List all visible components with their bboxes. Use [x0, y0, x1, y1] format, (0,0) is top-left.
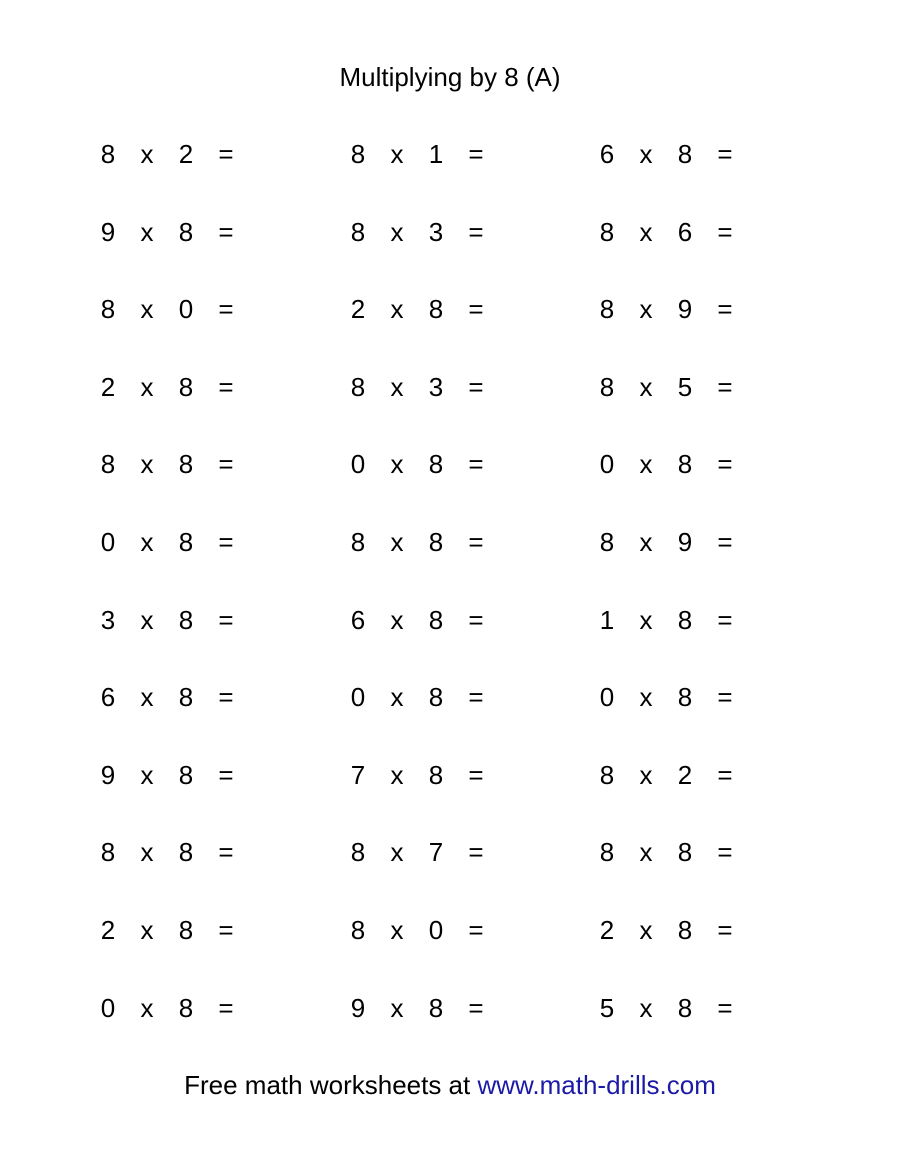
factor-left: 7	[350, 760, 366, 790]
problem-item	[343, 680, 493, 714]
factor-left: 8	[100, 139, 116, 169]
factor-left: 8	[599, 837, 615, 867]
factor-right: 8	[178, 837, 194, 867]
factor-right: 8	[428, 682, 444, 712]
factor-right: 8	[178, 915, 194, 945]
problem-item	[93, 835, 243, 869]
factor-right: 9	[677, 527, 693, 557]
multiply-sign: x	[390, 760, 404, 790]
problem-item	[93, 758, 243, 792]
equals-sign: =	[717, 605, 733, 635]
factor-left: 8	[100, 449, 116, 479]
factor-right: 8	[178, 217, 194, 247]
problem-item	[592, 137, 742, 171]
multiply-sign: x	[639, 217, 653, 247]
factor-left: 0	[100, 527, 116, 557]
factor-right: 8	[677, 837, 693, 867]
factor-right: 8	[677, 605, 693, 635]
multiply-sign: x	[140, 217, 154, 247]
equals-sign: =	[468, 217, 484, 247]
factor-right: 0	[178, 294, 194, 324]
multiply-sign: x	[140, 372, 154, 402]
factor-right: 8	[178, 449, 194, 479]
problem-item	[93, 603, 243, 637]
multiply-sign: x	[140, 993, 154, 1023]
equals-sign: =	[468, 605, 484, 635]
factor-right: 8	[178, 760, 194, 790]
problem-item	[93, 913, 243, 947]
factor-right: 8	[428, 527, 444, 557]
factor-left: 6	[350, 605, 366, 635]
factor-left: 2	[350, 294, 366, 324]
multiply-sign: x	[639, 139, 653, 169]
factor-right: 8	[178, 527, 194, 557]
factor-left: 8	[599, 217, 615, 247]
factor-right: 2	[677, 760, 693, 790]
factor-left: 0	[350, 449, 366, 479]
equals-sign: =	[218, 217, 234, 247]
factor-right: 8	[178, 605, 194, 635]
problem-item	[592, 835, 742, 869]
problem-item	[592, 758, 742, 792]
problem-item	[93, 215, 243, 249]
problem-item	[343, 447, 493, 481]
factor-left: 9	[100, 760, 116, 790]
factor-right: 0	[428, 915, 444, 945]
multiply-sign: x	[140, 682, 154, 712]
equals-sign: =	[218, 527, 234, 557]
equals-sign: =	[717, 372, 733, 402]
multiply-sign: x	[639, 527, 653, 557]
equals-sign: =	[218, 139, 234, 169]
factor-left: 5	[599, 993, 615, 1023]
factor-right: 8	[428, 760, 444, 790]
multiply-sign: x	[639, 915, 653, 945]
footer-text: Free math worksheets at	[184, 1070, 471, 1100]
factor-left: 9	[350, 993, 366, 1023]
multiply-sign: x	[140, 294, 154, 324]
multiply-sign: x	[390, 217, 404, 247]
multiply-sign: x	[390, 449, 404, 479]
factor-right: 8	[428, 993, 444, 1023]
problem-item	[592, 913, 742, 947]
factor-left: 8	[350, 139, 366, 169]
factor-right: 8	[428, 294, 444, 324]
factor-left: 9	[100, 217, 116, 247]
factor-right: 3	[428, 372, 444, 402]
problem-item	[93, 680, 243, 714]
factor-right: 6	[677, 217, 693, 247]
multiply-sign: x	[639, 294, 653, 324]
equals-sign: =	[717, 682, 733, 712]
factor-left: 8	[350, 915, 366, 945]
factor-right: 8	[178, 682, 194, 712]
factor-left: 1	[599, 605, 615, 635]
equals-sign: =	[468, 837, 484, 867]
equals-sign: =	[218, 915, 234, 945]
equals-sign: =	[468, 915, 484, 945]
equals-sign: =	[218, 449, 234, 479]
footer-link[interactable]: www.math-drills.com	[477, 1070, 716, 1100]
multiply-sign: x	[390, 372, 404, 402]
factor-right: 3	[428, 217, 444, 247]
factor-left: 0	[599, 449, 615, 479]
factor-left: 8	[350, 837, 366, 867]
problem-item	[93, 370, 243, 404]
equals-sign: =	[218, 837, 234, 867]
equals-sign: =	[717, 915, 733, 945]
multiply-sign: x	[390, 837, 404, 867]
factor-left: 8	[350, 372, 366, 402]
equals-sign: =	[468, 139, 484, 169]
equals-sign: =	[218, 993, 234, 1023]
factor-right: 8	[677, 682, 693, 712]
equals-sign: =	[717, 837, 733, 867]
equals-sign: =	[717, 294, 733, 324]
equals-sign: =	[218, 682, 234, 712]
factor-right: 8	[677, 139, 693, 169]
factor-left: 0	[100, 993, 116, 1023]
multiply-sign: x	[390, 915, 404, 945]
factor-right: 8	[178, 372, 194, 402]
multiply-sign: x	[639, 760, 653, 790]
factor-left: 2	[100, 372, 116, 402]
problem-item	[93, 991, 243, 1025]
problem-item	[343, 835, 493, 869]
factor-left: 0	[350, 682, 366, 712]
factor-left: 6	[599, 139, 615, 169]
equals-sign: =	[218, 605, 234, 635]
multiply-sign: x	[639, 449, 653, 479]
equals-sign: =	[468, 760, 484, 790]
problem-item	[93, 137, 243, 171]
problem-item	[343, 525, 493, 559]
factor-left: 3	[100, 605, 116, 635]
multiply-sign: x	[140, 527, 154, 557]
problem-item	[93, 525, 243, 559]
multiply-sign: x	[390, 993, 404, 1023]
multiply-sign: x	[140, 837, 154, 867]
factor-left: 8	[100, 294, 116, 324]
problem-item	[343, 137, 493, 171]
multiply-sign: x	[140, 605, 154, 635]
multiply-sign: x	[639, 605, 653, 635]
equals-sign: =	[218, 760, 234, 790]
factor-left: 8	[599, 372, 615, 402]
problem-item	[592, 292, 742, 326]
problem-item	[343, 913, 493, 947]
problem-item	[93, 447, 243, 481]
problem-item	[343, 603, 493, 637]
equals-sign: =	[468, 682, 484, 712]
equals-sign: =	[468, 294, 484, 324]
equals-sign: =	[218, 372, 234, 402]
multiply-sign: x	[390, 527, 404, 557]
problem-item	[592, 991, 742, 1025]
factor-right: 1	[428, 139, 444, 169]
problem-item	[592, 215, 742, 249]
factor-left: 2	[100, 915, 116, 945]
worksheet-title: Multiplying by 8 (A)	[339, 62, 561, 92]
multiply-sign: x	[140, 760, 154, 790]
problem-item	[592, 447, 742, 481]
equals-sign: =	[717, 527, 733, 557]
equals-sign: =	[468, 372, 484, 402]
factor-left: 0	[599, 682, 615, 712]
problem-item	[343, 991, 493, 1025]
equals-sign: =	[717, 993, 733, 1023]
factor-left: 2	[599, 915, 615, 945]
factor-right: 8	[677, 449, 693, 479]
equals-sign: =	[468, 527, 484, 557]
factor-left: 8	[599, 760, 615, 790]
multiply-sign: x	[390, 294, 404, 324]
factor-left: 8	[350, 527, 366, 557]
problem-item	[592, 370, 742, 404]
multiply-sign: x	[639, 837, 653, 867]
factor-right: 8	[677, 993, 693, 1023]
multiply-sign: x	[390, 605, 404, 635]
factor-right: 5	[677, 372, 693, 402]
factor-left: 8	[100, 837, 116, 867]
equals-sign: =	[468, 449, 484, 479]
problem-item	[592, 680, 742, 714]
equals-sign: =	[717, 139, 733, 169]
problem-item	[343, 292, 493, 326]
footer	[0, 1068, 900, 1102]
multiply-sign: x	[140, 139, 154, 169]
factor-right: 2	[178, 139, 194, 169]
problem-item	[343, 758, 493, 792]
multiply-sign: x	[140, 915, 154, 945]
factor-left: 8	[599, 527, 615, 557]
multiply-sign: x	[140, 449, 154, 479]
equals-sign: =	[717, 217, 733, 247]
problem-item	[343, 370, 493, 404]
factor-left: 8	[599, 294, 615, 324]
factor-right: 8	[677, 915, 693, 945]
multiply-sign: x	[639, 993, 653, 1023]
equals-sign: =	[717, 760, 733, 790]
multiply-sign: x	[390, 139, 404, 169]
factor-right: 8	[428, 605, 444, 635]
problem-item	[592, 525, 742, 559]
factor-right: 8	[428, 449, 444, 479]
problem-item	[343, 215, 493, 249]
factor-right: 8	[178, 993, 194, 1023]
factor-right: 7	[428, 837, 444, 867]
multiply-sign: x	[639, 682, 653, 712]
factor-right: 9	[677, 294, 693, 324]
factor-left: 6	[100, 682, 116, 712]
problem-item	[592, 603, 742, 637]
equals-sign: =	[717, 449, 733, 479]
equals-sign: =	[218, 294, 234, 324]
equals-sign: =	[468, 993, 484, 1023]
multiply-sign: x	[390, 682, 404, 712]
multiply-sign: x	[639, 372, 653, 402]
factor-left: 8	[350, 217, 366, 247]
problem-item	[93, 292, 243, 326]
